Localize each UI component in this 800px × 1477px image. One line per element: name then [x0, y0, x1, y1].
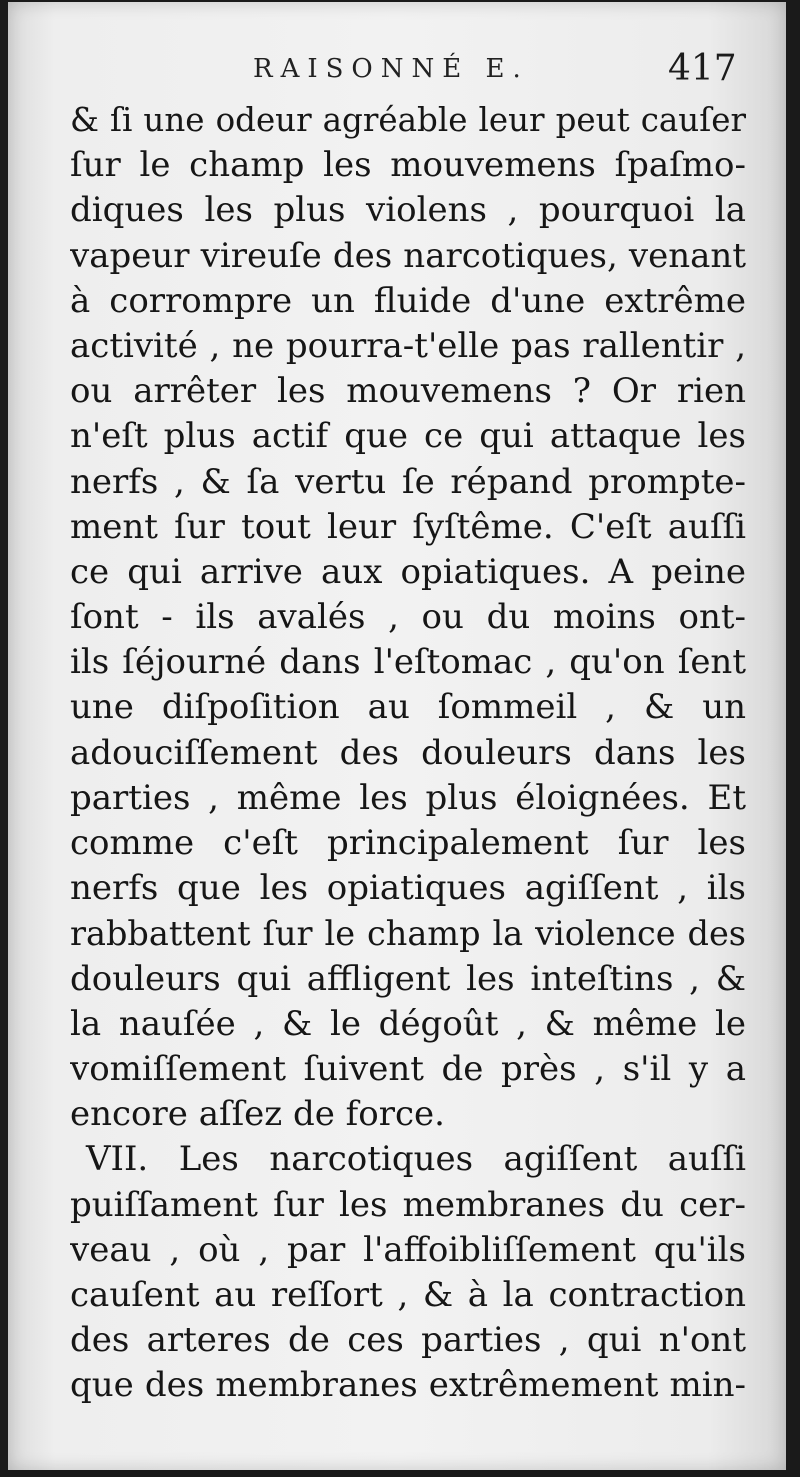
text-line: comme c'eſt principalement ſur les [70, 823, 746, 863]
running-head: RAISONNÉ E. [253, 54, 529, 84]
text-line: n'eſt plus actif que ce qui attaque les [70, 416, 746, 457]
text-line: activité , ne pourra-t'elle pas rallentir , [70, 325, 746, 366]
text-line: ce qui arrive aux opiatiques. A peine [70, 551, 746, 592]
text-line: & ſi une odeur agréable leur peut cauſer [70, 101, 746, 139]
text-line: ment ſur tout leur ſyſtême. C'eſt auſſi [70, 506, 746, 547]
book-page [8, 2, 786, 1470]
text-line: une diſpoſition au ſommeil , & un [70, 687, 746, 728]
text-line: douleurs qui affligent les inteſtins , & [70, 958, 746, 999]
text-line: que des membranes extrêmement min- [70, 1365, 746, 1406]
text-line: encore aſſez de force. [70, 1094, 445, 1135]
text-line: adouciſſement des douleurs dans les [70, 732, 746, 773]
text-line: ou arrêter les mouvemens ? Or rien [70, 371, 746, 412]
text-line: rabbattent ſur le champ la violence des [70, 914, 746, 954]
text-line: cauſent au reſſort , & à la contraction [70, 1274, 746, 1315]
text-line: ſur le champ les mouvemens ſpaſmo- [70, 145, 746, 186]
text-line: parties , même les plus éloignées. Et [70, 777, 746, 818]
text-line: à corrompre un fluide d'une extrême [70, 280, 746, 321]
page-number: 417 [668, 48, 737, 89]
text-line: diques les plus violens , pourquoi la [70, 190, 746, 231]
text-line: nerfs que les opiatiques agiſſent , ils [70, 868, 746, 909]
text-line: ſont - ils avalés , ou du moins ont- [70, 597, 746, 638]
text-line: nerfs , & ſa vertu ſe répand prompte- [70, 461, 746, 502]
text-line: des arteres de ces parties , qui n'ont [70, 1320, 746, 1361]
section-start-line: VII. Les narcotiques agiſſent auſſi [86, 1139, 746, 1180]
text-line: ils ſéjourné dans l'eſtomac , qu'on ſent [70, 642, 746, 683]
body-text [70, 98, 746, 1408]
text-line: vapeur vireuſe des narcotiques, venant [70, 235, 746, 276]
text-line: veau , où , par l'affoibliſſement qu'ils [70, 1229, 746, 1270]
text-line: puiſſament ſur les membranes du cer- [70, 1184, 746, 1225]
text-line: vomiſſement ſuivent de près , s'il y a [70, 1048, 746, 1089]
text-line: la nauſée , & le dégoût , & même le [70, 1003, 746, 1044]
